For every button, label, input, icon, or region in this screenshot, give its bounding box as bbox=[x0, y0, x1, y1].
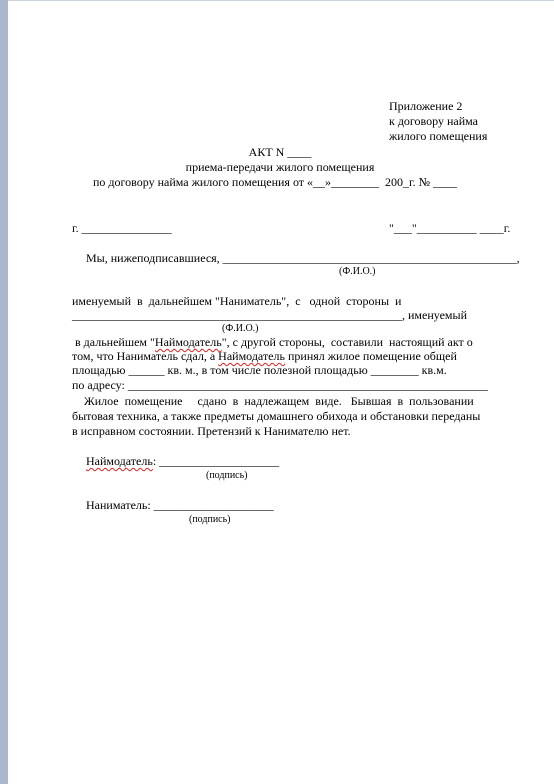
paragraph-line-2 bbox=[72, 349, 457, 363]
date-field: "___"__________ ____г. bbox=[389, 221, 511, 235]
landlord-signature-caption: (подпись) bbox=[206, 470, 248, 481]
tenant-signature-blank: ____________________ bbox=[150, 498, 274, 512]
tenant-line: именуемый в дальнейшем "Наниматель", с одной стороны и bbox=[72, 294, 402, 308]
tenant-signature-line bbox=[86, 498, 274, 512]
paragraph-line-1-a: в дальнейшем " bbox=[72, 335, 155, 349]
act-title: АКТ N ____ bbox=[248, 145, 312, 159]
page-top-border bbox=[8, 0, 554, 1]
appendix-line-3: жилого помещения bbox=[389, 129, 488, 143]
paragraph-line-3: площадью ______ кв. м., в том числе полезной площадью ________ кв.м. bbox=[72, 363, 447, 377]
act-subtitle-1: приема-передачи жилого помещения bbox=[185, 160, 375, 174]
paragraph-line-1-c: ", с другой стороны, составили настоящий акт о bbox=[221, 335, 473, 349]
act-subtitle-2: по договору найма жилого помещения от «__»________ 200_г. № ____ bbox=[93, 175, 458, 189]
appendix-line-1: Приложение 2 bbox=[389, 99, 463, 113]
appendix-line-2: к договору найма bbox=[389, 114, 478, 128]
landlord-term-2: Наймодатель bbox=[218, 349, 285, 363]
paragraph-line-7: в исправном состоянии. Претензий к Нанимателю нет. bbox=[72, 424, 351, 438]
second-party-line: _______________________________________________________, именуемый bbox=[72, 308, 468, 322]
paragraph-line-2-c: принял жилое помещение общей bbox=[284, 349, 457, 363]
fio-caption-2: (Ф.И.О.) bbox=[222, 323, 259, 334]
paragraph-line-6: бытовая техника, а также предметы домашнего обихода и обстановки переданы bbox=[72, 409, 481, 423]
page-left-edge bbox=[0, 0, 8, 784]
tenant-signature-caption: (подпись) bbox=[189, 514, 231, 525]
tenant-signature-label: Наниматель: bbox=[86, 498, 151, 512]
paragraph-line-2-a: том, что Наниматель сдал, а bbox=[72, 349, 219, 363]
landlord-signature-line bbox=[86, 454, 279, 468]
paragraph-line-5: Жилое помещение сдано в надлежащем виде. Бывшая в пользовании bbox=[72, 394, 474, 408]
intro-line: Мы, нижеподписавшиеся, _________________________________________________, bbox=[86, 251, 520, 265]
fio-caption-1: (Ф.И.О.) bbox=[339, 266, 376, 277]
city-field: г. _______________ bbox=[72, 221, 172, 235]
landlord-signature-blank: : ____________________ bbox=[152, 454, 280, 468]
paragraph-line-1 bbox=[72, 335, 473, 349]
landlord-signature-label: Наймодатель bbox=[86, 454, 153, 468]
landlord-term-1: Наймодатель bbox=[154, 335, 222, 349]
address-line: по адресу: ____________________________________________________________ bbox=[72, 378, 488, 392]
